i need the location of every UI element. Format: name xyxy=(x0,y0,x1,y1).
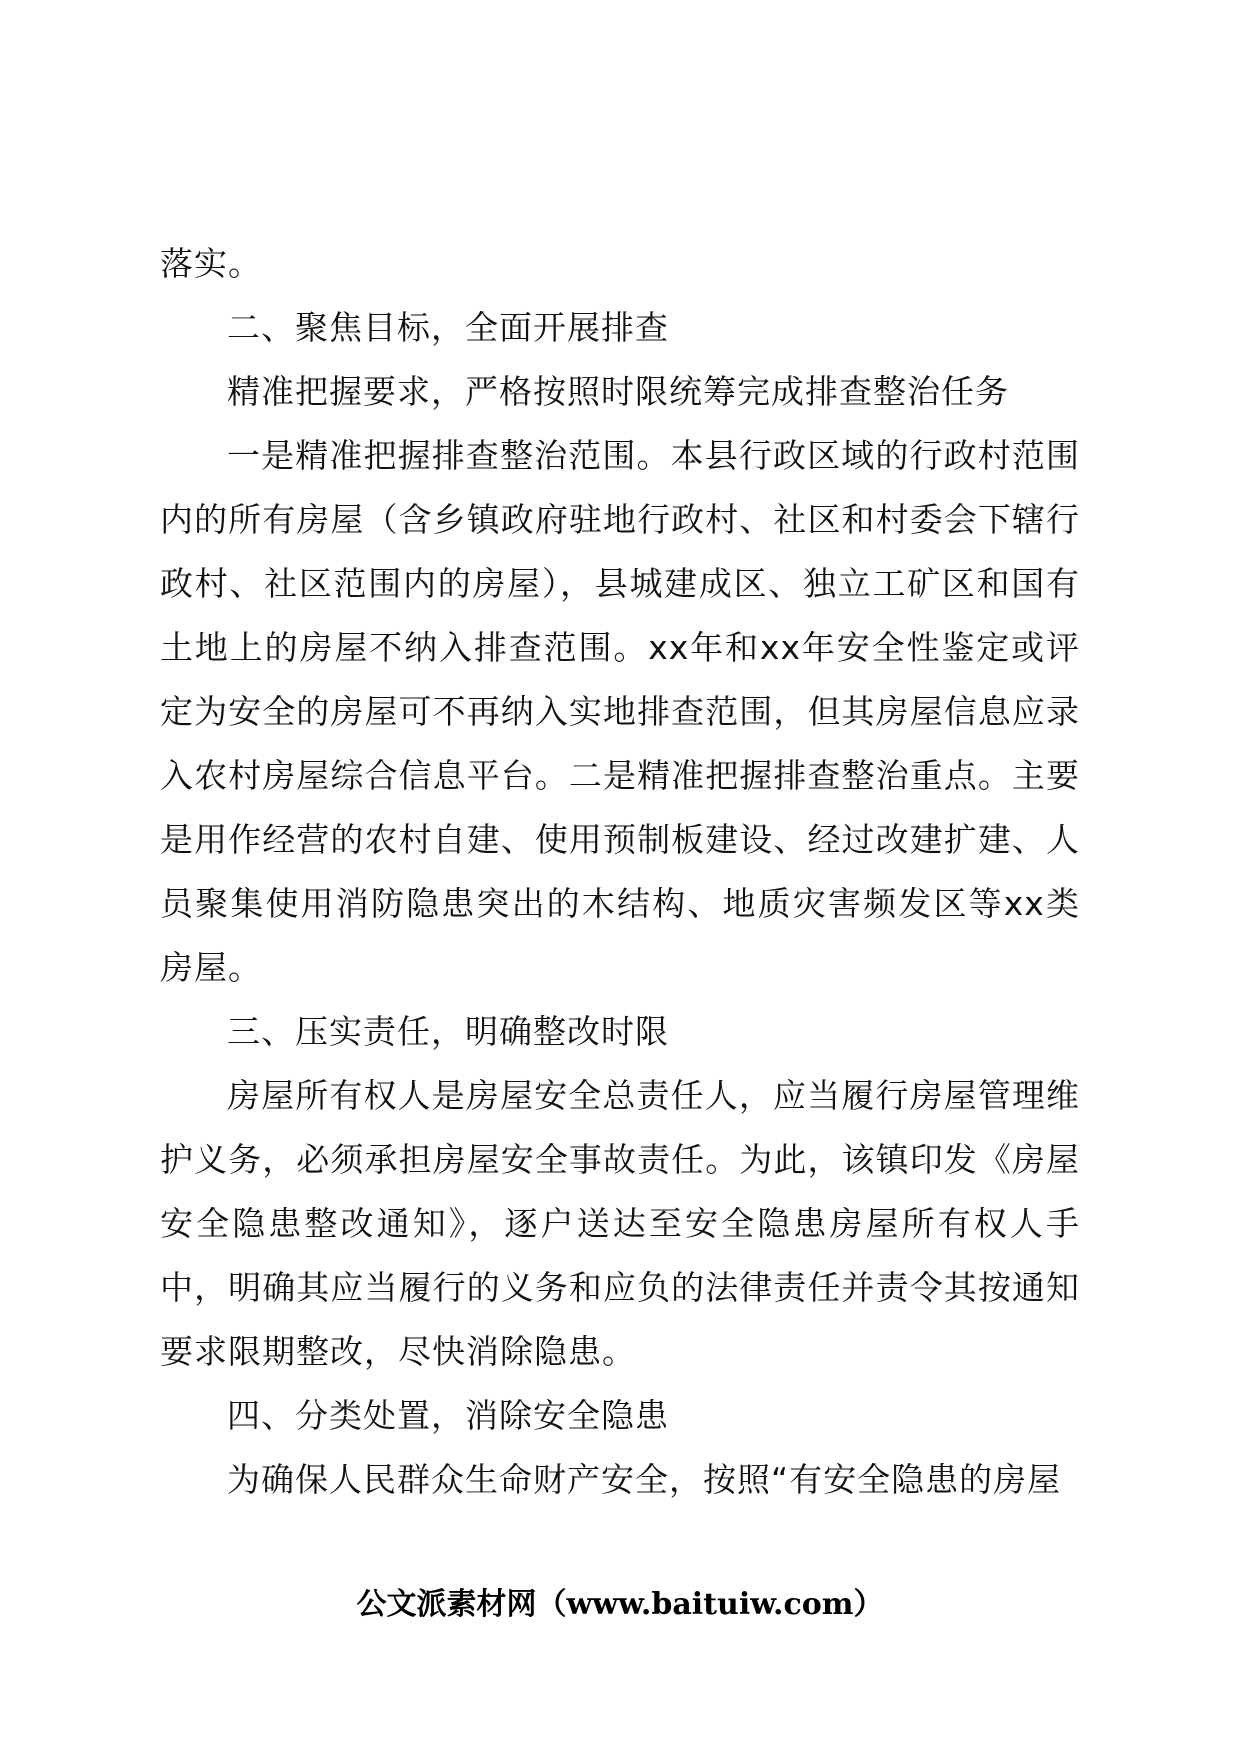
footer-watermark: 公文派素材网（www.baituiw.com） xyxy=(356,1587,884,1622)
section-heading-2: 二、聚焦目标，全面开展排查 xyxy=(227,308,669,347)
paragraph: 精准把握要求，严格按照时限统筹完成排查整治任务 xyxy=(227,372,1009,411)
paragraph: 一是精准把握排查整治范围。本县行政区域的行政村范围内的所有房屋（含乡镇政府驻地行政村、社区和村委会下辖行政村、社区范围内的房屋），县城建成区、独立工矿区和国有土地上的房屋不纳入排查范围。xx年和xx年安全性鉴定或评定为安全的房屋可不再纳入实地排查范围，但其房屋信息应录入农村房屋综合信息平台。二是精准把握排查整治重点。主要是用作经营的农村自建、使用预制板建设、经过改建扩建、人员聚集使用消防隐患突出的木结构、地质灾害频发区等xx类房屋。 xyxy=(160,436,1080,987)
paragraph: 房屋所有权人是房屋安全总责任人，应当履行房屋管理维护义务，必须承担房屋安全事故责任。为此，该镇印发《房屋安全隐患整改通知》，逐户送达至安全隐患房屋所有权人手中，明确其应当履行的义务和应负的法律责任并责令其按通知要求限期整改，尽快消除隐患。 xyxy=(160,1076,1080,1371)
paragraph-continuation: 落实。 xyxy=(160,244,262,283)
paragraph: 为确保人民群众生命财产安全，按照“有安全隐患的房屋 xyxy=(227,1460,1062,1499)
section-heading-4: 四、分类处置，消除安全隐患 xyxy=(227,1396,669,1435)
document-body xyxy=(160,232,1080,1512)
section-heading-3: 三、压实责任，明确整改时限 xyxy=(227,1012,669,1051)
